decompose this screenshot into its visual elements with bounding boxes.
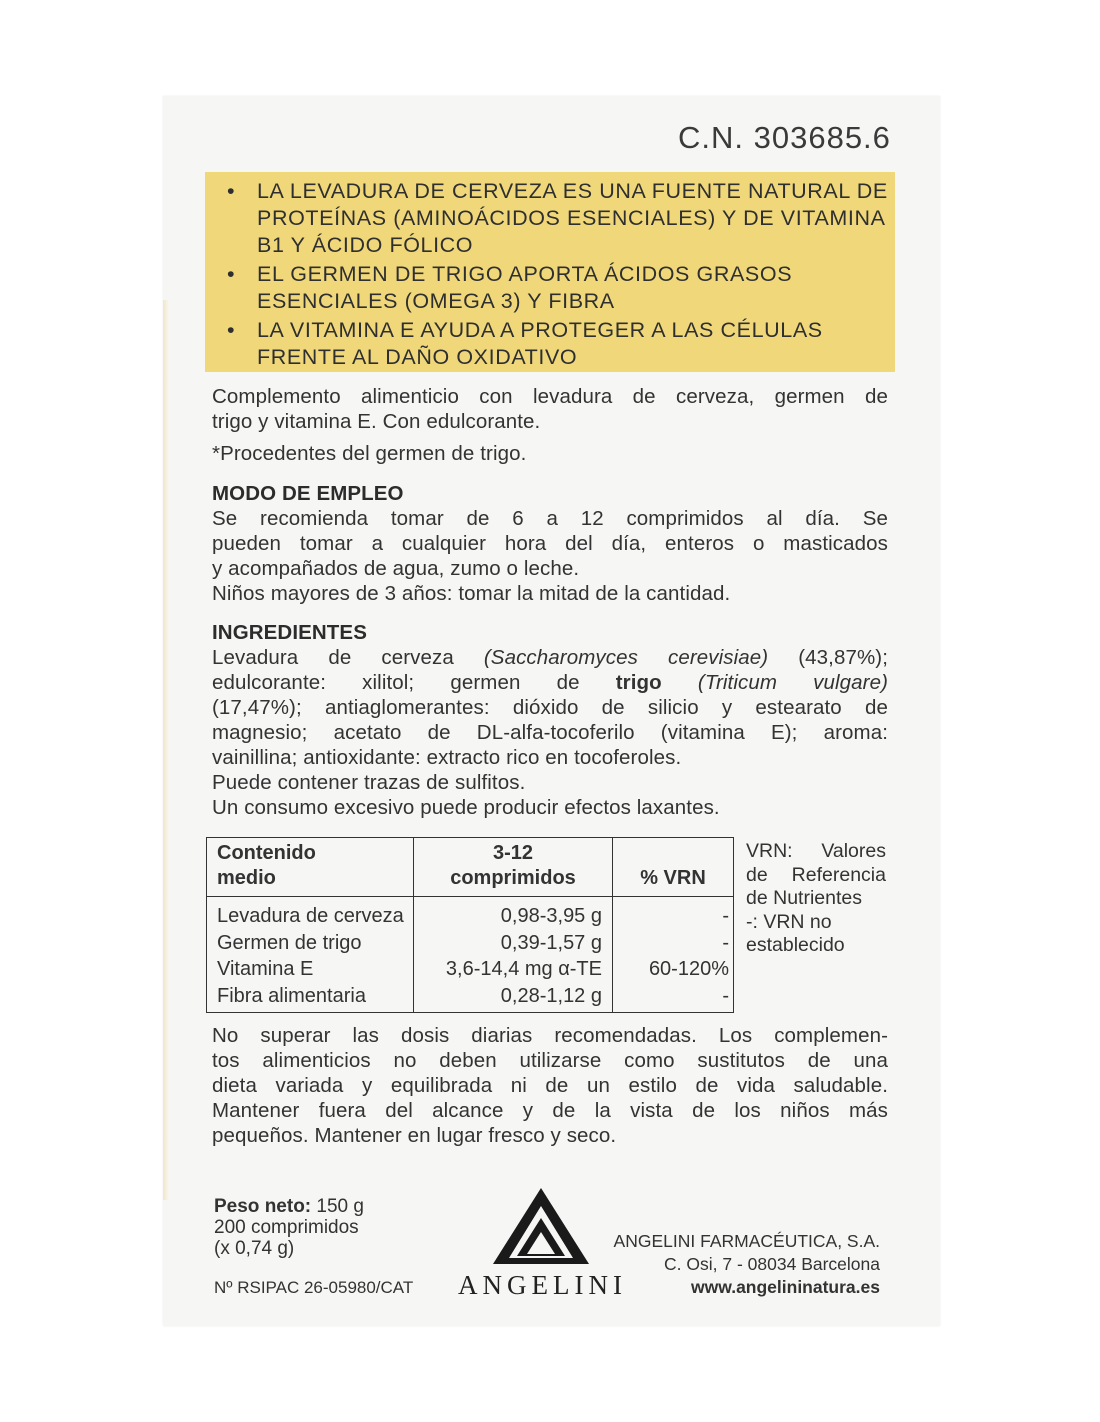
ingredientes-section	[212, 620, 888, 820]
vrn-note-line: -: VRN no	[746, 910, 832, 933]
vrn-note-line: de Nutrientes	[746, 887, 862, 909]
table-cell-name: Fibra alimentaria	[217, 984, 366, 1007]
company-name: ANGELINI FARMACÉUTICA, S.A.	[613, 1231, 880, 1251]
modo-line: Niños mayores de 3 años: tomar la mitad de la cantidad.	[212, 582, 731, 605]
modo-empleo-section	[212, 481, 888, 606]
table-cell-amount: 0,98-3,95 g	[500, 905, 602, 927]
ingredient-text: edulcorante: xilitol; germen de	[212, 671, 616, 694]
table-names-cell	[207, 897, 414, 1013]
angelini-triangle-logo-icon	[493, 1188, 589, 1269]
company-website[interactable]: www.angelininatura.es	[691, 1277, 880, 1297]
rsipac-number: Nº RSIPAC 26-05980/CAT	[214, 1278, 414, 1297]
description-block	[212, 384, 888, 466]
header-text: Contenido	[217, 842, 316, 864]
ingredientes-line	[212, 645, 888, 670]
table-header-cell	[414, 838, 613, 897]
benefit-text: LA LEVADURA DE CERVEZA ES UNA FUENTE NATURAL DE PROTEÍNAS (AMINOÁCIDOS ESENCIALES) Y DE VITAMINA B1 Y ÁCIDO FÓLICO	[257, 179, 888, 257]
warning-line: dieta variada y equilibrada ni de un estilo de vida saludable.	[212, 1074, 888, 1097]
benefit-text: EL GERMEN DE TRIGO APORTA ÁCIDOS GRASOS ESENCIALES (OMEGA 3) Y FIBRA	[257, 262, 793, 313]
description-line: trigo y vitamina E. Con edulcorante.	[212, 410, 541, 433]
table-cell-vrn: -	[722, 931, 729, 954]
vrn-note-line: de Referencia	[746, 863, 886, 886]
ingredientes-title: INGREDIENTES	[212, 621, 367, 644]
ingredient-species: (Triticum vulgare)	[697, 671, 889, 694]
header-text: medio	[217, 867, 276, 889]
vrn-note	[746, 840, 886, 958]
net-weight	[214, 1196, 364, 1259]
bullet-icon: •	[227, 318, 236, 342]
benefit-item	[227, 317, 895, 371]
cn-code: C.N. 303685.6	[678, 120, 891, 155]
warning-block	[212, 1023, 888, 1148]
modo-line: y acompañados de agua, zumo o leche.	[212, 557, 580, 580]
table-cell-name: Levadura de cerveza	[217, 905, 404, 927]
ingredientes-line: magnesio; acetato de DL-alfa-tocoferilo (vitamina E); aroma:	[212, 721, 888, 744]
warning-line: tos alimenticios no deben utilizarse como sustitutos de una	[212, 1049, 888, 1072]
tablet-count: 200 comprimidos	[214, 1217, 359, 1238]
ingredient-text	[662, 671, 698, 694]
ingredient-text: (43,87%);	[768, 646, 888, 669]
net-weight-label: Peso neto:	[214, 1196, 312, 1217]
ingredientes-line: vainillina; antioxidante: extracto rico en tocoferoles.	[212, 746, 682, 769]
vrn-note-line: establecido	[746, 934, 845, 956]
company-address: C. Osi, 7 - 08034 Barcelona	[664, 1254, 880, 1274]
table-vrn-cell	[613, 897, 734, 1013]
table-cell-amount: 0,39-1,57 g	[500, 931, 602, 954]
modo-empleo-title: MODO DE EMPLEO	[212, 482, 404, 505]
benefit-text: LA VITAMINA E AYUDA A PROTEGER A LAS CÉLULAS FRENTE AL DAÑO OXIDATIVO	[257, 318, 823, 369]
tablet-weight: (x 0,74 g)	[214, 1238, 295, 1259]
warning-line: No superar las dosis diarias recomendadas. Los complemen-	[212, 1024, 888, 1047]
ingredientes-line	[212, 670, 888, 695]
description-note: *Procedentes del germen de trigo.	[212, 442, 527, 465]
brand-name: ANGELINI	[458, 1270, 627, 1300]
ingredientes-line: (17,47%); antiaglomerantes: dióxido de silicio y estearato de	[212, 696, 888, 719]
ingredient-text: Levadura de cerveza	[212, 646, 484, 669]
nutrition-table	[206, 837, 734, 1013]
benefit-item	[227, 178, 895, 259]
table-header-row	[207, 838, 734, 897]
highlight-box	[205, 172, 895, 372]
ingredientes-line: Puede contener trazas de sulfitos.	[212, 771, 526, 794]
benefit-item	[227, 261, 895, 315]
panel-edge	[163, 300, 169, 1200]
table-header-cell	[613, 838, 734, 897]
header-text: 3-12	[492, 842, 534, 864]
table-amounts-cell	[414, 897, 613, 1013]
table-cell-amount: 0,28-1,12 g	[500, 984, 602, 1007]
benefits-list	[205, 172, 895, 371]
modo-line: pueden tomar a cualquier hora del día, enteros o masticados	[212, 532, 888, 555]
table-cell-name: Vitamina E	[217, 958, 314, 980]
table-cell-vrn: 60-120%	[648, 958, 729, 980]
vrn-note-line: VRN: Valores	[746, 840, 886, 862]
ingredient-allergen: trigo	[615, 671, 662, 694]
ingredient-species: (Saccharomyces cerevisiae)	[483, 646, 769, 669]
ingredientes-line: Un consumo excesivo puede producir efectos laxantes.	[212, 796, 720, 819]
bullet-icon: •	[227, 262, 236, 286]
warning-line: Mantener fuera del alcance y de la vista de los niños más	[212, 1099, 888, 1122]
warning-line: pequeños. Mantener en lugar fresco y seco.	[212, 1124, 617, 1147]
net-weight-line	[214, 1196, 364, 1217]
header-text: % VRN	[640, 867, 706, 889]
table-header-cell	[207, 838, 414, 897]
table-cell-vrn: -	[722, 984, 729, 1007]
modo-line: Se recomienda tomar de 6 a 12 comprimidos al día. Se	[212, 507, 888, 530]
table-body-row	[207, 897, 734, 1013]
net-weight-value: 150 g	[311, 1196, 364, 1217]
company-info	[600, 1230, 880, 1299]
bullet-icon: •	[227, 179, 236, 203]
table-cell-vrn: -	[722, 905, 729, 927]
table-cell-amount: 3,6-14,4 mg α-TE	[445, 958, 602, 980]
description-line: Complemento alimenticio con levadura de cerveza, germen de	[212, 385, 888, 408]
header-text: comprimidos	[450, 867, 576, 889]
table-cell-name: Germen de trigo	[217, 931, 362, 954]
